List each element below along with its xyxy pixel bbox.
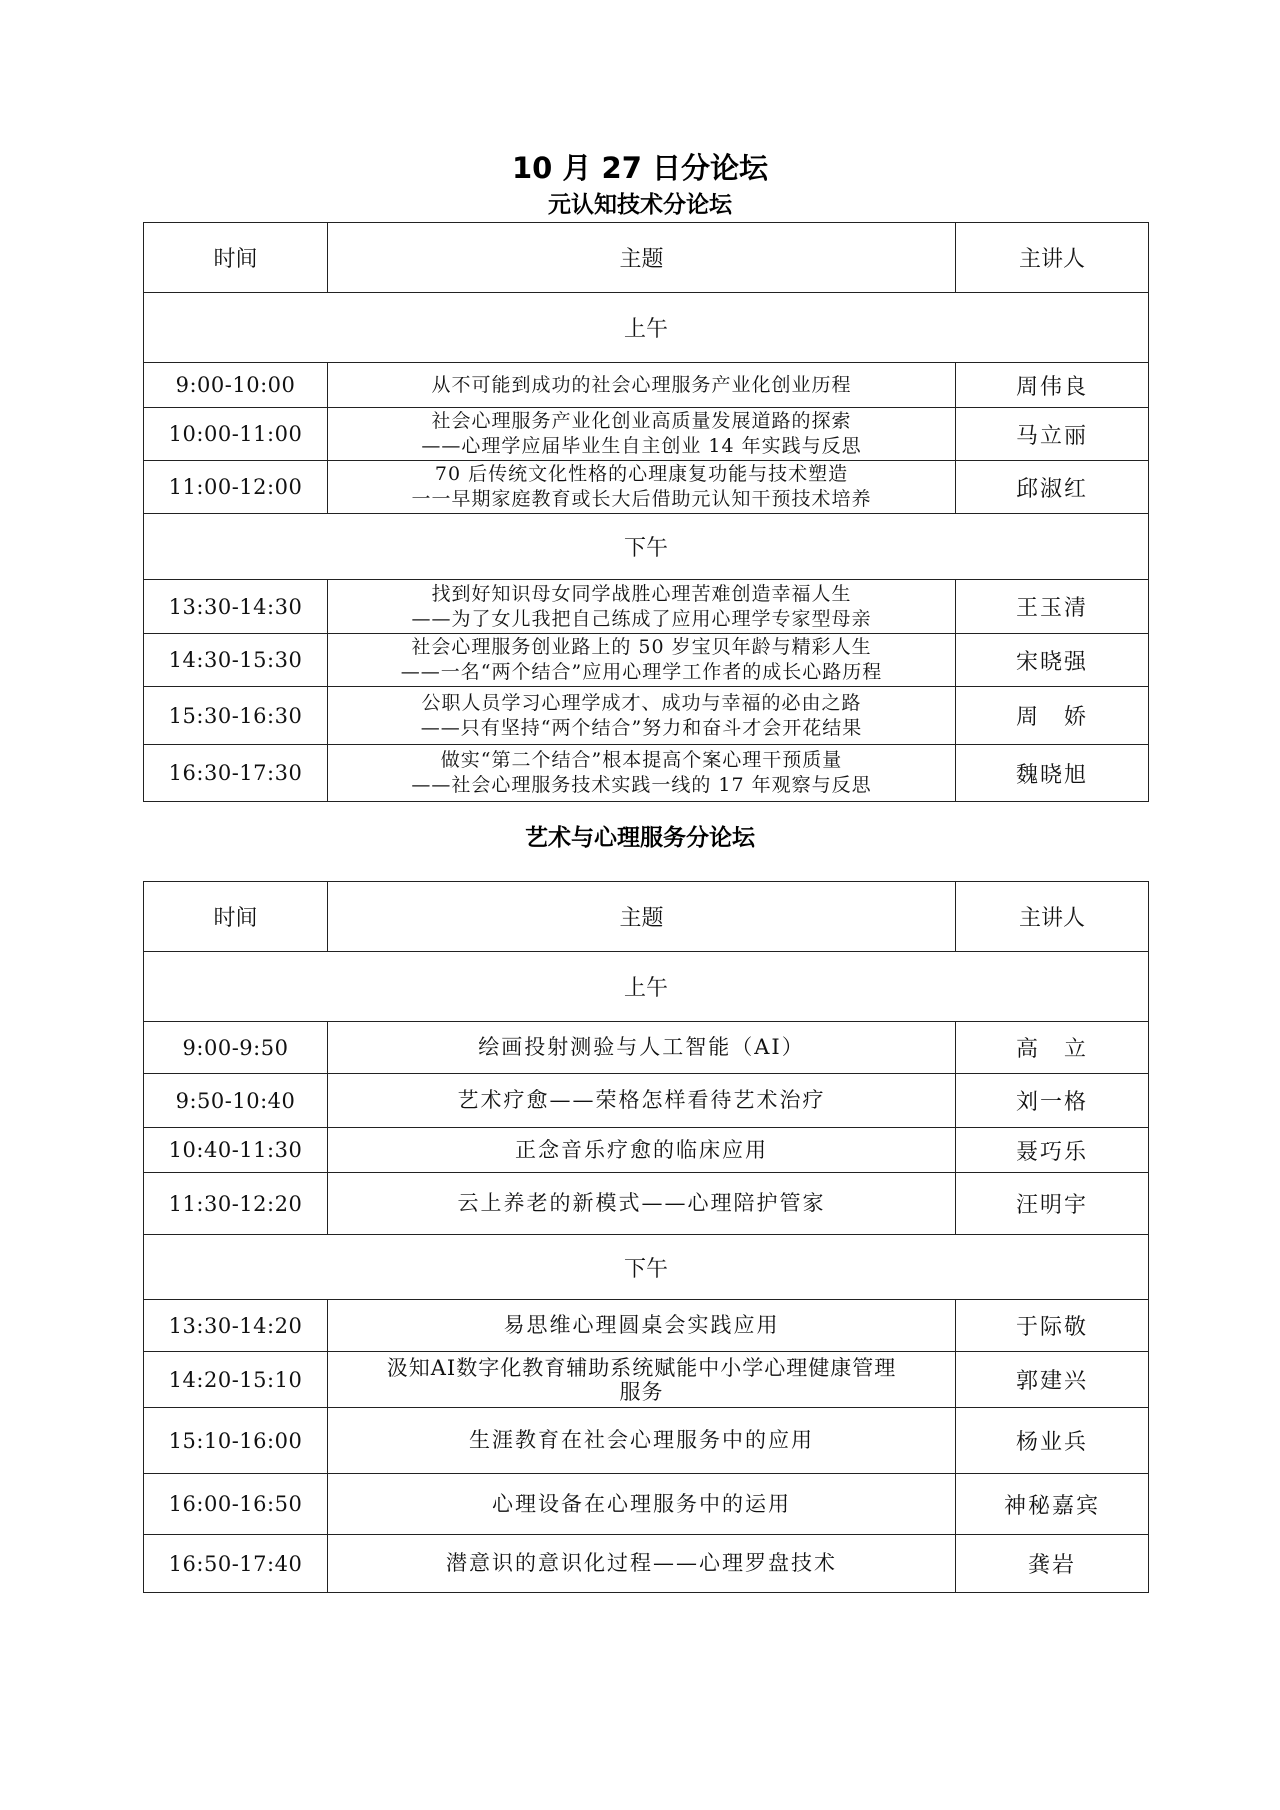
table-row: [144, 1352, 1149, 1408]
section-row-morning: [144, 293, 1149, 363]
section-label-morning: 上午: [144, 952, 1149, 1022]
subtopic-line: ——只有坚持“两个结合”努力和奋斗才会开花结果: [420, 716, 863, 739]
session-speaker: 王玉清: [956, 580, 1149, 634]
table-header-row: [144, 882, 1149, 952]
session-topic: [328, 745, 956, 802]
section-label-afternoon: 下午: [144, 514, 1149, 580]
section-row-afternoon: [144, 514, 1149, 580]
table-row: [144, 580, 1149, 634]
table-row: [144, 408, 1149, 461]
table-row: [144, 1300, 1149, 1352]
topic-line: 公职人员学习心理学成才、成功与幸福的必由之路: [421, 691, 862, 714]
topic-line: 汲知AI数字化教育辅助系统赋能中小学心理健康管理: [386, 1355, 897, 1380]
session-topic: [328, 363, 956, 408]
session-time: 11:30-12:20: [144, 1173, 328, 1235]
forum2-title: 艺术与心理服务分论坛: [525, 825, 755, 851]
section-label-morning: 上午: [144, 293, 1149, 363]
session-speaker: 聂巧乐: [956, 1128, 1149, 1173]
forum1-title: 元认知技术分论坛: [548, 192, 732, 218]
session-topic: [328, 634, 956, 687]
session-time: 14:30-15:30: [144, 634, 328, 687]
table-row: [144, 634, 1149, 687]
session-time: 10:00-11:00: [144, 408, 328, 461]
subtopic-line: 一一早期家庭教育或长大后借助元认知干预技术培养: [411, 488, 872, 510]
topic-line: 从不可能到成功的社会心理服务产业化创业历程: [431, 373, 852, 396]
table-row: [144, 1474, 1149, 1535]
topic-line: 社会心理服务产业化创业高质量发展道路的探索: [431, 410, 852, 432]
session-speaker: 神秘嘉宾: [956, 1474, 1149, 1535]
session-topic: 心理设备在心理服务中的运用: [328, 1474, 956, 1535]
topic-line: 社会心理服务创业路上的 50 岁宝贝年龄与精彩人生: [411, 636, 872, 658]
header-topic: 主题: [328, 223, 956, 293]
session-time: 16:50-17:40: [144, 1535, 328, 1593]
session-time: 15:30-16:30: [144, 687, 328, 745]
session-speaker: 于际敬: [956, 1300, 1149, 1352]
page-title: 10 月 27 日分论坛: [511, 151, 768, 185]
table-row: [144, 1128, 1149, 1173]
session-topic: [328, 1352, 956, 1408]
session-time: 10:40-11:30: [144, 1128, 328, 1173]
section-row-morning: [144, 952, 1149, 1022]
subtopic-line: ——为了女儿我把自己练成了应用心理学专家型母亲: [411, 607, 872, 630]
session-time: 13:30-14:20: [144, 1300, 328, 1352]
table-row: [144, 363, 1149, 408]
header-time: 时间: [144, 223, 328, 293]
session-speaker: 刘一格: [956, 1074, 1149, 1128]
session-time: 16:30-17:30: [144, 745, 328, 802]
session-topic: 云上养老的新模式——心理陪护管家: [328, 1173, 956, 1235]
table-header-row: [144, 223, 1149, 293]
session-time: 9:00-9:50: [144, 1022, 328, 1074]
session-topic: 潜意识的意识化过程——心理罗盘技术: [328, 1535, 956, 1593]
session-speaker: 郭建兴: [956, 1352, 1149, 1408]
session-topic: 绘画投射测验与人工智能（AI）: [328, 1022, 956, 1074]
session-topic: [328, 687, 956, 745]
header-speaker: 主讲人: [956, 882, 1149, 952]
session-speaker: 魏晓旭: [956, 745, 1149, 802]
session-topic: 生涯教育在社会心理服务中的应用: [328, 1408, 956, 1474]
table-row: [144, 745, 1149, 802]
session-topic: 艺术疗愈——荣格怎样看待艺术治疗: [328, 1074, 956, 1128]
table-row: [144, 461, 1149, 514]
section-row-afternoon: [144, 1235, 1149, 1300]
table-row: [144, 1408, 1149, 1474]
header-time: 时间: [144, 882, 328, 952]
session-topic: [328, 408, 956, 461]
subtopic-line: ——一名“两个结合”应用心理学工作者的成长心路历程: [400, 661, 883, 683]
session-speaker: 周 娇: [956, 687, 1149, 745]
header-speaker: 主讲人: [956, 223, 1149, 293]
session-topic: 正念音乐疗愈的临床应用: [328, 1128, 956, 1173]
header-topic: 主题: [328, 882, 956, 952]
table-row: [144, 1535, 1149, 1593]
session-time: 9:50-10:40: [144, 1074, 328, 1128]
forum2-schedule-table: [143, 881, 1149, 1593]
session-speaker: 杨业兵: [956, 1408, 1149, 1474]
session-time: 11:00-12:00: [144, 461, 328, 514]
session-topic: [328, 461, 956, 514]
session-topic: [328, 580, 956, 634]
session-speaker: 汪明宇: [956, 1173, 1149, 1235]
subtopic-line: ——社会心理服务技术实践一线的 17 年观察与反思: [411, 774, 872, 796]
session-time: 16:00-16:50: [144, 1474, 328, 1535]
subtopic-line: ——心理学应届毕业生自主创业 14 年实践与反思: [421, 435, 862, 457]
session-speaker: 邱淑红: [956, 461, 1149, 514]
session-speaker: 龚岩: [956, 1535, 1149, 1593]
session-time: 13:30-14:30: [144, 580, 328, 634]
table-row: [144, 1074, 1149, 1128]
forum1-schedule-table: [143, 222, 1149, 802]
session-topic: 易思维心理圆桌会实践应用: [328, 1300, 956, 1352]
session-speaker: 马立丽: [956, 408, 1149, 461]
table-row: [144, 687, 1149, 745]
topic-line: 做实“第二个结合”根本提高个案心理干预质量: [440, 749, 843, 771]
session-speaker: 周伟良: [956, 363, 1149, 408]
topic-line: 70 后传统文化性格的心理康复功能与技术塑造: [434, 463, 849, 485]
session-time: 9:00-10:00: [144, 363, 328, 408]
section-label-afternoon: 下午: [144, 1235, 1149, 1300]
session-speaker: 宋晓强: [956, 634, 1149, 687]
session-time: 14:20-15:10: [144, 1352, 328, 1408]
topic-line-2: 服务: [619, 1379, 664, 1404]
table-row: [144, 1022, 1149, 1074]
table-row: [144, 1173, 1149, 1235]
session-time: 15:10-16:00: [144, 1408, 328, 1474]
topic-line: 找到好知识母女同学战胜心理苦难创造幸福人生: [431, 582, 852, 605]
session-speaker: 高 立: [956, 1022, 1149, 1074]
